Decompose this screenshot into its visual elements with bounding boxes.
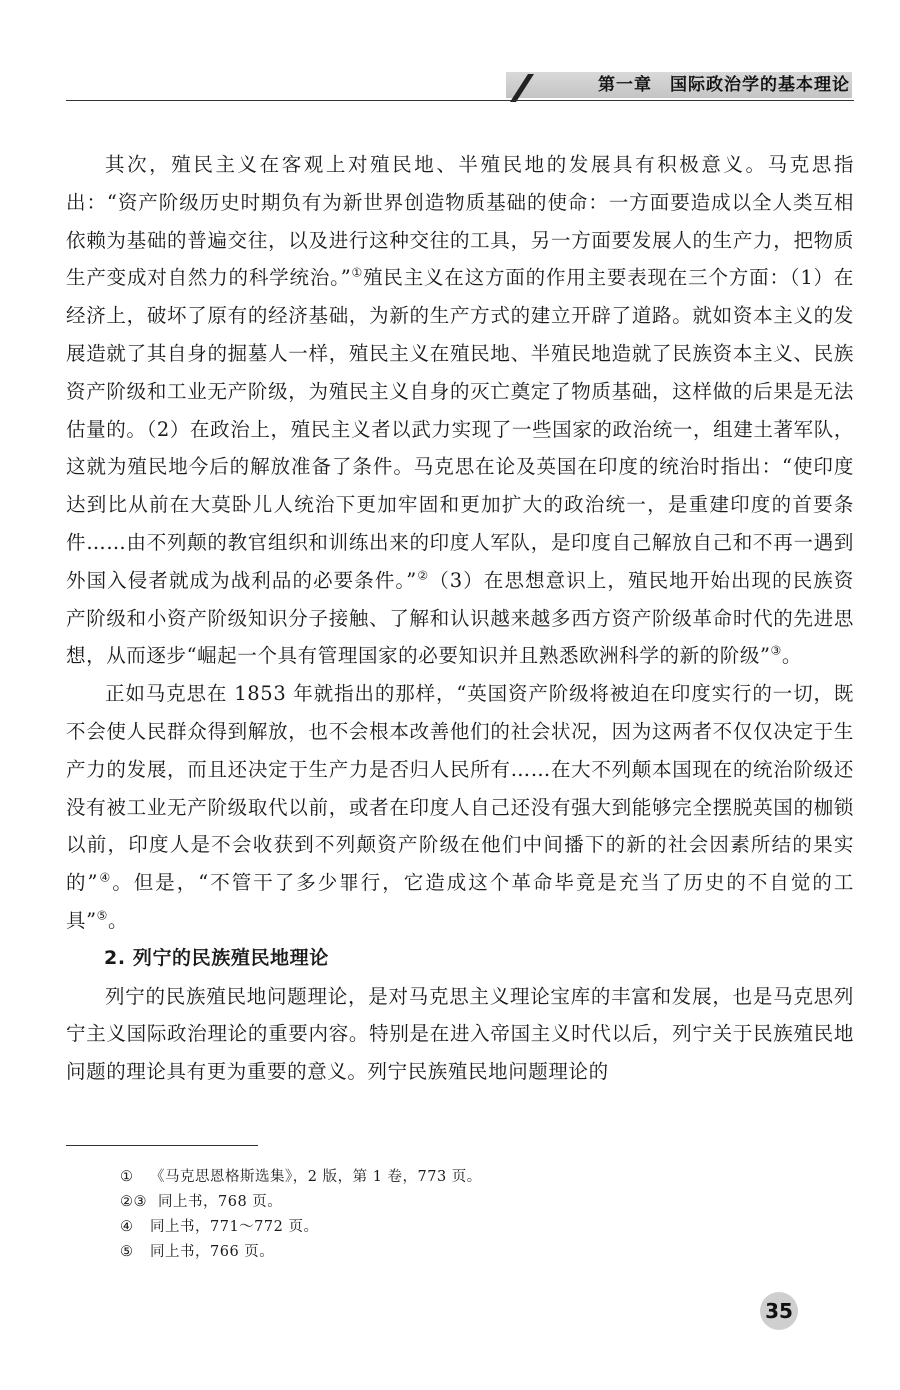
paragraph-text: 。 <box>781 644 803 668</box>
header-slash-decoration <box>498 68 538 108</box>
paragraph-text: 殖民主义在这方面的作用主要表现在三个方面：（1）在经济上，破坏了原有的经济基础，为新的生产方式的建立开辟了道路。就如资本主义的发展造就了其自身的掘墓人一样，殖民主义在殖民地、半殖民地造就了民族资本主义、民族资产阶级和工业无产阶级，为殖民主义自身的灭亡奠定了物质基础，这样做的后果是无法估量的。（2）在政治上，殖民主义者以武力实现了一些国家的政治统一，组建土著军队，这就为殖民地今后的解放准备了条件。马克思在论及英国在印度的统治时指出：“使印度达到比从前在大莫卧儿人统治下更加牢固和更加扩大的政治统一，是重建印度的首要条件……由不列颠的教官组织和训练出来的印度人军队，是印度自己解放自己和不再一遇到外国入侵者就成为战利品的必要条件。” <box>66 266 854 592</box>
paragraph-text: 正如马克思在 1853 年就指出的那样，“英国资产阶级将被迫在印度实行的一切，既不会使人民群众得到解放，也不会根本改善他们的社会状况，因为这两者不仅仅决定于生产力的发展，而且还决定于生产力是否归人民所有……在大不列颠本国现在的统治阶级还没有被工业无产阶级取代以前，或者在印度人自己还没有强大到能够完全摆脱英国的枷锁以前，印度人是不会收获到不列颠资产阶级在他们中间播下的新的社会因素所结的果实的” <box>66 682 854 895</box>
section-heading: 2. 列宁的民族殖民地理论 <box>104 946 329 969</box>
footnote-ref[interactable]: ⑤ <box>96 908 109 923</box>
footnote-item <box>120 1215 820 1240</box>
footnotes <box>120 1165 820 1265</box>
footnote-text: 同上书，768 页。 <box>158 1194 283 1210</box>
paragraph-colonialism <box>66 146 854 675</box>
footnote-ref[interactable]: ② <box>416 568 430 583</box>
footnote-ref[interactable]: ① <box>351 265 364 280</box>
page-number: 35 <box>765 1299 793 1323</box>
paragraph-lenin: 列宁的民族殖民地问题理论，是对马克思主义理论宝库的丰富和发展，也是马克思列宁主义国际政治理论的重要内容。特别是在进入帝国主义时代以后，列宁关于民族殖民地问题的理论具有更为重要的意义。列宁民族殖民地问题理论的 <box>66 984 854 1084</box>
footnote-ref[interactable]: ③ <box>770 643 782 658</box>
footnote-item <box>120 1240 820 1265</box>
footnote-item <box>120 1165 820 1190</box>
chapter-title: 第一章 国际政治学的基本理论 <box>598 75 850 95</box>
footnote-ref[interactable]: ④ <box>98 870 113 885</box>
footnote-marker: ④ <box>120 1219 134 1235</box>
footnote-marker: ②③ <box>120 1194 147 1210</box>
header-rule <box>66 100 854 101</box>
footnote-marker: ⑤ <box>120 1244 134 1260</box>
paragraph-text: 。 <box>108 908 129 932</box>
footnote-rule <box>66 1145 258 1146</box>
paragraph-marx-1853 <box>66 675 854 940</box>
footnote-text: 同上书，771～772 页。 <box>150 1219 319 1235</box>
body-text <box>66 146 854 1091</box>
footnote-text: 《马克思恩格斯选集》，2 版，第 1 卷，773 页。 <box>150 1169 482 1185</box>
footnote-marker: ① <box>120 1169 134 1185</box>
paragraph-text: 。但是，“不管干了多少罪行，它造成这个革命毕竟是充当了历史的不自觉的工具” <box>66 871 854 932</box>
footnote-item <box>120 1190 820 1215</box>
paragraph-text: （3）在思想意识上，殖民地开始出现的民族资产阶级和小资产阶级知识分子接触、了解和认识越来越多西方资产阶级革命时代的先进思想，从而逐步“崛起一个具有管理国家的必要知识并且熟悉欧洲科学的新的阶级” <box>66 568 854 668</box>
paragraph-text: 其次，殖民主义在客观上对殖民地、半殖民地的发展具有积极意义。马克思指出：“资产阶级历史时期负有为新世界创造物质基础的使命：一方面要造成以全人类互相依赖为基础的普遍交往，以及进行这种交往的工具，另一方面要发展人的生产力，把物质生产变成对自然力的科学统治。” <box>66 153 854 290</box>
footnote-text: 同上书，766 页。 <box>150 1244 275 1260</box>
